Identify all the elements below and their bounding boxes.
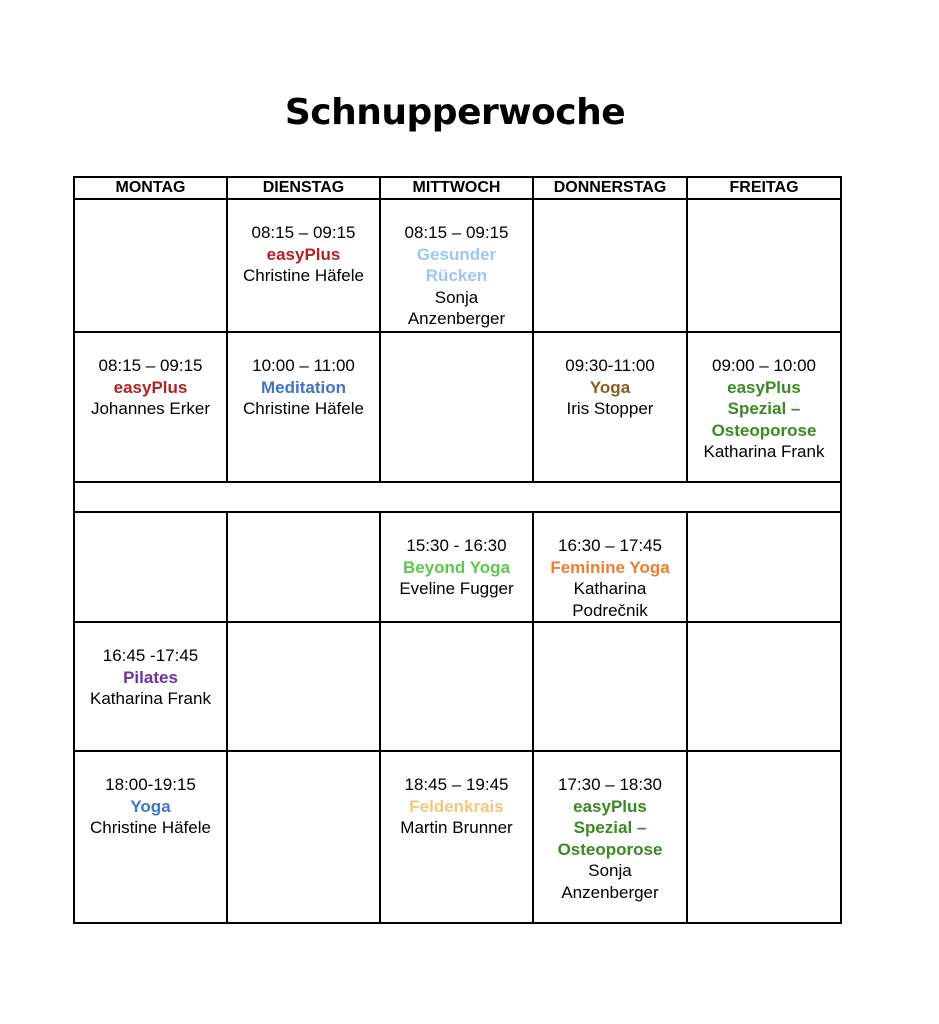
schedule-cell-empty bbox=[380, 622, 533, 751]
class-name: easyPlus bbox=[113, 377, 188, 397]
table-header-row bbox=[74, 177, 841, 199]
day-header-freitag: FREITAG bbox=[687, 177, 841, 199]
table-row-separator bbox=[74, 482, 841, 512]
class-name: Meditation bbox=[261, 377, 346, 397]
class-time: 16:45 -17:45 bbox=[102, 646, 199, 665]
class-time: 08:15 – 09:15 bbox=[98, 356, 203, 375]
class-name: Feminine Yoga bbox=[550, 557, 670, 577]
day-header-dienstag: DIENSTAG bbox=[227, 177, 380, 199]
class-teacher: Martin Brunner bbox=[400, 818, 513, 837]
schedule-cell bbox=[533, 512, 687, 622]
class-time: 08:15 – 09:15 bbox=[251, 223, 356, 242]
class-teacher: Sonja Anzenberger bbox=[561, 861, 659, 902]
table-row bbox=[74, 332, 841, 482]
schedule-cell bbox=[74, 751, 227, 923]
schedule-cell bbox=[380, 512, 533, 622]
table-row bbox=[74, 199, 841, 332]
page-title: Schnupperwoche bbox=[284, 92, 626, 133]
schedule-cell-empty bbox=[74, 512, 227, 622]
schedule-cell bbox=[533, 332, 687, 482]
schedule-cell bbox=[380, 199, 533, 332]
schedule-cell bbox=[227, 332, 380, 482]
class-name: Pilates bbox=[123, 667, 178, 687]
schedule-cell-empty bbox=[687, 512, 841, 622]
class-name: easyPlus bbox=[266, 244, 341, 264]
class-time: 10:00 – 11:00 bbox=[252, 356, 355, 375]
schedule-cell bbox=[687, 332, 841, 482]
class-name: Feldenkrais bbox=[409, 796, 504, 816]
schedule-cell-empty bbox=[533, 199, 687, 332]
class-time: 17:30 – 18:30 bbox=[558, 775, 662, 794]
schedule-cell-empty bbox=[687, 622, 841, 751]
schedule-cell-empty bbox=[533, 622, 687, 751]
schedule-cell bbox=[74, 332, 227, 482]
class-time: 09:30-11:00 bbox=[565, 356, 655, 375]
class-name: easyPlus Spezial – Osteoporose bbox=[557, 796, 663, 859]
schedule-cell-empty bbox=[380, 332, 533, 482]
class-name: Beyond Yoga bbox=[402, 557, 511, 577]
class-time: 15:30 - 16:30 bbox=[406, 536, 507, 555]
schedule-cell bbox=[74, 622, 227, 751]
separator-cell bbox=[74, 482, 841, 512]
class-teacher: Eveline Fugger bbox=[399, 579, 514, 598]
day-header-montag: MONTAG bbox=[74, 177, 227, 199]
schedule-cell-empty bbox=[687, 751, 841, 923]
table-row bbox=[74, 512, 841, 622]
class-name: easyPlus Spezial – Osteoporose bbox=[711, 377, 817, 440]
class-teacher: Sonja Anzenberger bbox=[407, 287, 506, 328]
class-time: 16:30 – 17:45 bbox=[558, 536, 662, 555]
class-teacher: Christine Häfele bbox=[243, 266, 364, 285]
class-name: Gesunder Rücken bbox=[416, 244, 497, 285]
class-time: 08:15 – 09:15 bbox=[404, 223, 509, 242]
class-time: 18:00-19:15 bbox=[105, 775, 196, 794]
class-teacher: Katharina Frank bbox=[703, 442, 825, 461]
schedule-cell-empty bbox=[227, 622, 380, 751]
class-teacher: Katharina Podrečnik bbox=[572, 579, 648, 620]
schedule-cell-empty bbox=[687, 199, 841, 332]
class-teacher: Christine Häfele bbox=[243, 399, 364, 418]
schedule-cell bbox=[380, 751, 533, 923]
schedule-table bbox=[73, 176, 842, 924]
schedule-cell-empty bbox=[227, 512, 380, 622]
schedule-cell-empty bbox=[74, 199, 227, 332]
schedule-cell-empty bbox=[227, 751, 380, 923]
class-name: Yoga bbox=[130, 796, 171, 816]
table-row bbox=[74, 622, 841, 751]
day-header-donnerstag: DONNERSTAG bbox=[533, 177, 687, 199]
class-teacher: Iris Stopper bbox=[566, 399, 654, 418]
class-teacher: Katharina Frank bbox=[90, 689, 211, 708]
class-time: 09:00 – 10:00 bbox=[712, 356, 816, 375]
class-teacher: Johannes Erker bbox=[90, 399, 211, 418]
table-row bbox=[74, 751, 841, 923]
schedule-cell bbox=[227, 199, 380, 332]
schedule-cell bbox=[533, 751, 687, 923]
class-name: Yoga bbox=[589, 377, 631, 397]
day-header-mittwoch: MITTWOCH bbox=[380, 177, 533, 199]
class-time: 18:45 – 19:45 bbox=[404, 775, 509, 794]
class-teacher: Christine Häfele bbox=[90, 818, 211, 837]
